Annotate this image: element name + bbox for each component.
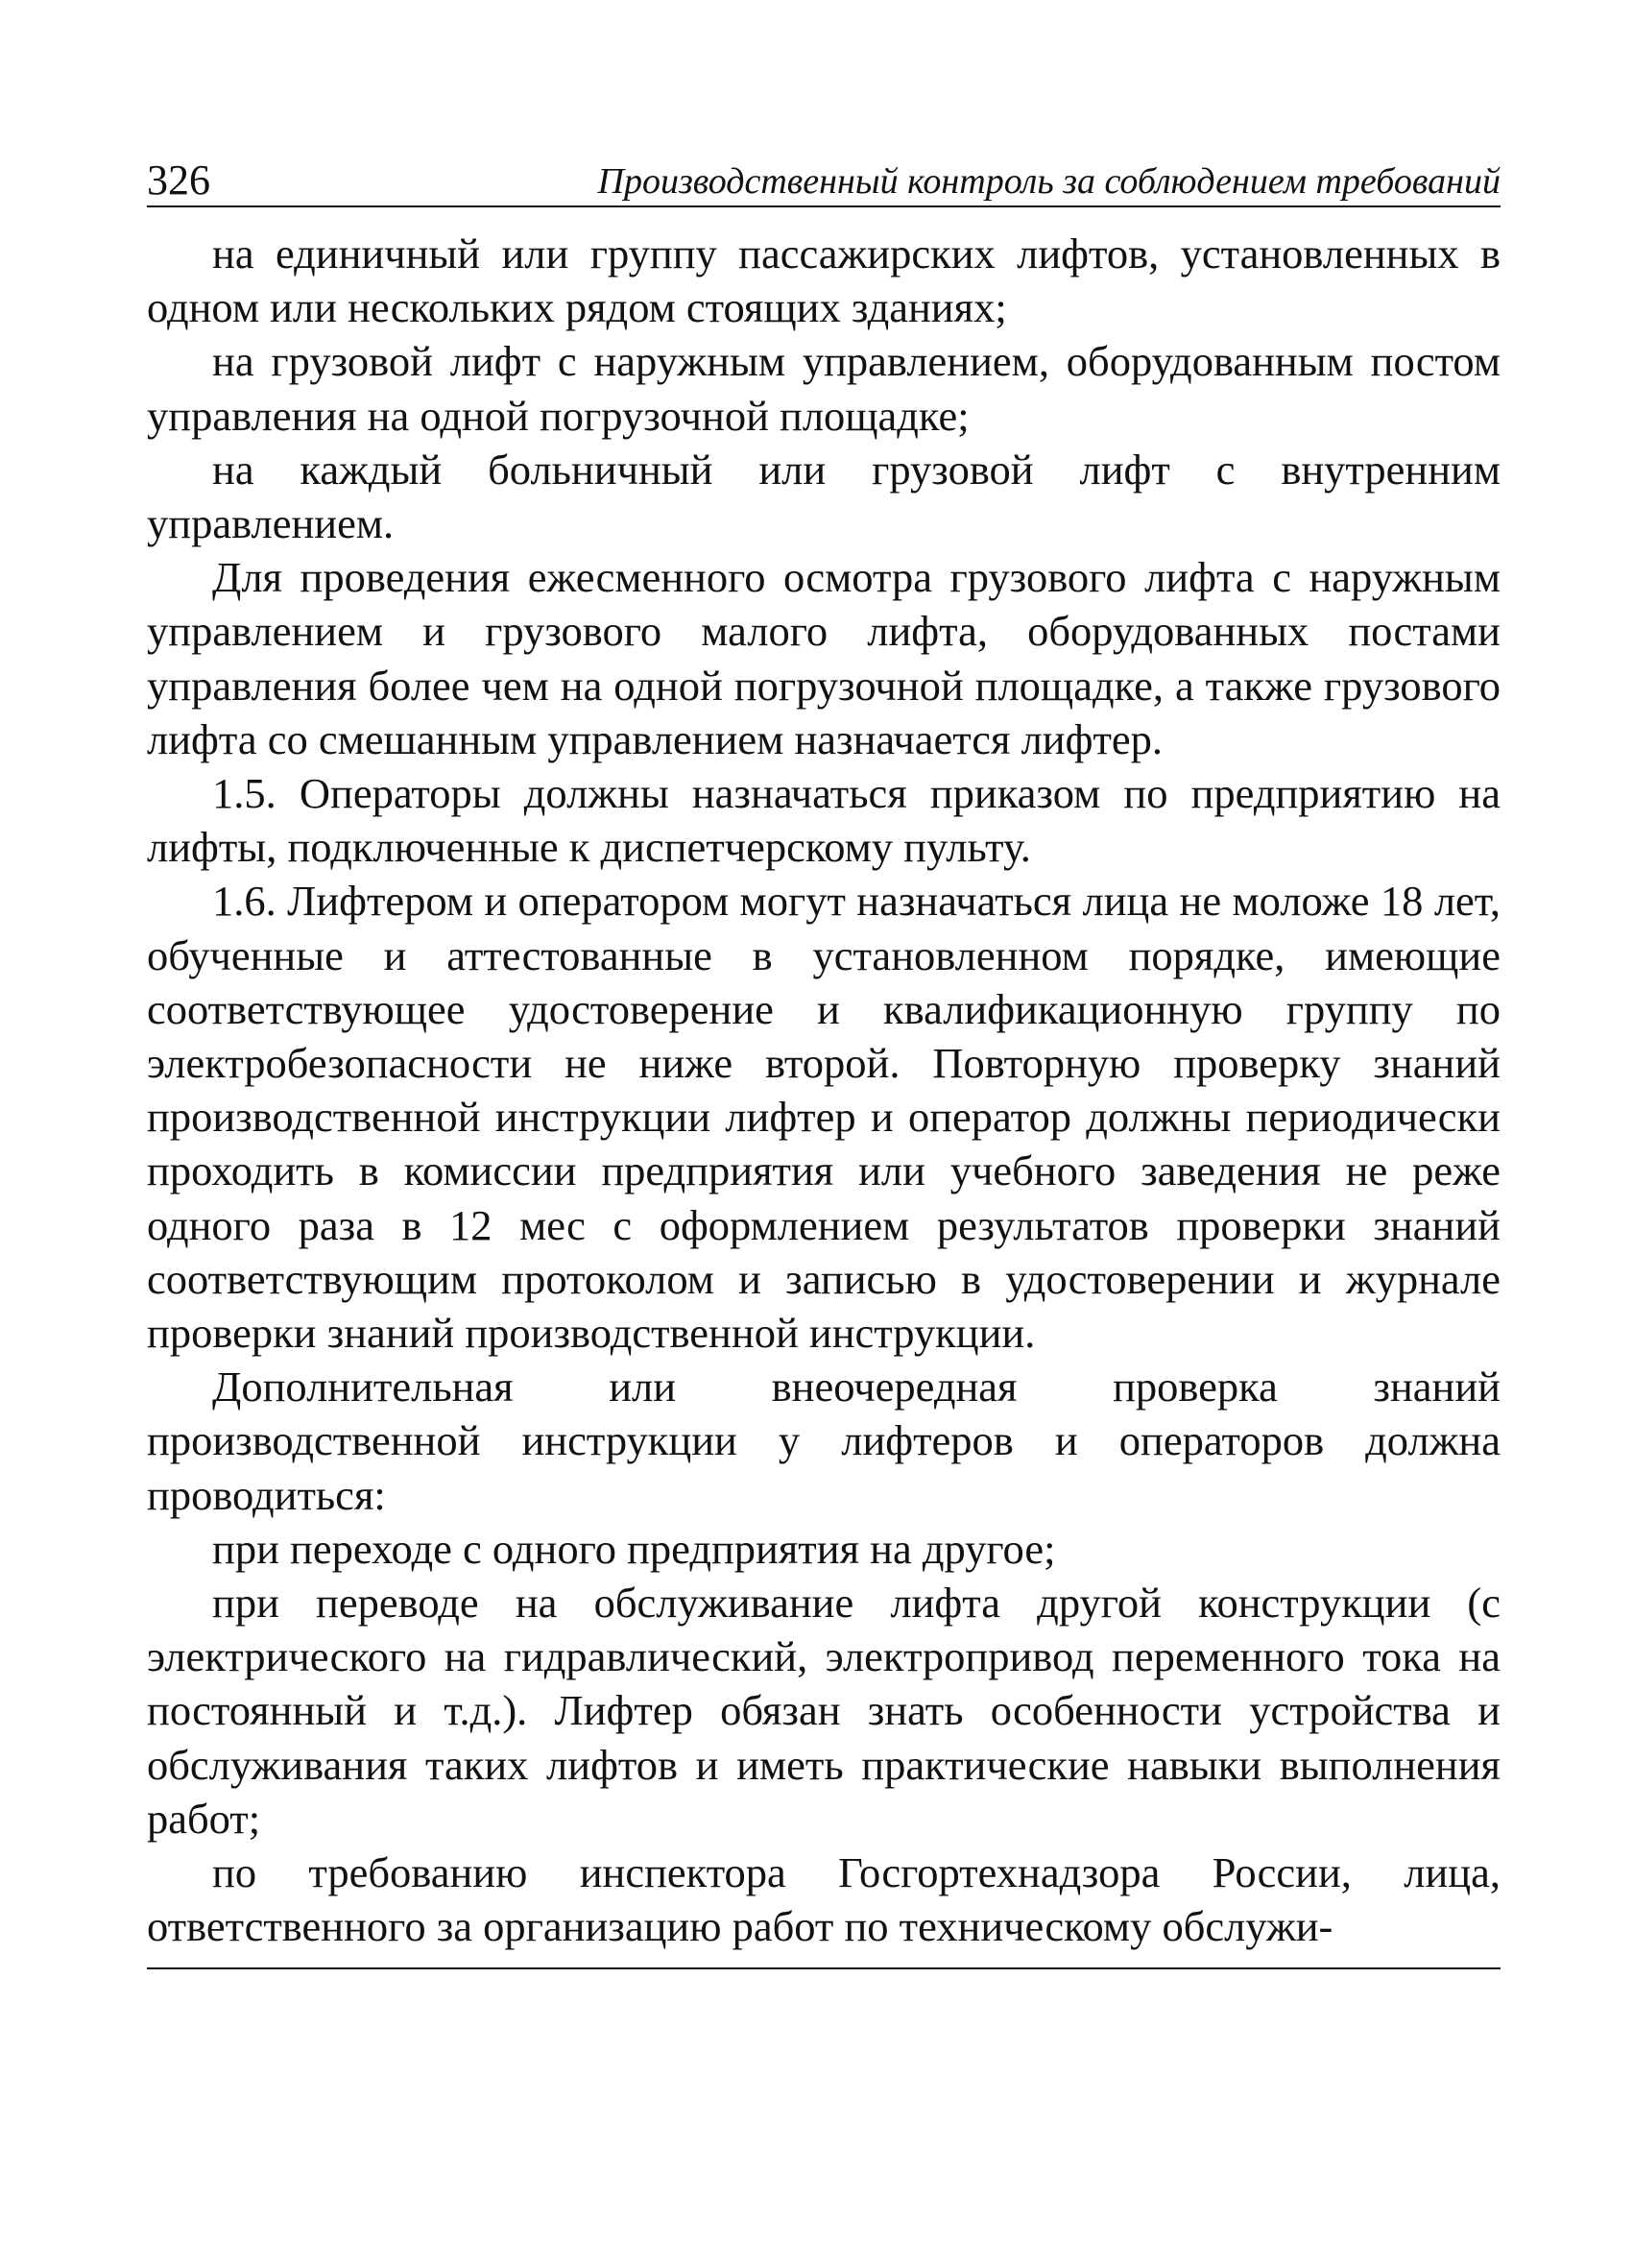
paragraph: на грузовой лифт с наружным управлением, оборудованным постом управления на одной погрузочной площадке; bbox=[147, 337, 1501, 440]
paragraph: при переходе с одного предприятия на другое; bbox=[212, 1524, 1056, 1573]
paragraph: 1.6. Лифтером и оператором могут назначаться лица не моложе 18 лет, обученные и аттестованные в установленном порядке, имеющие соответствующее удостоверение и квалификационную группу по электробезопасности не ниже второй. Повторную проверку знаний производственной инструкции лифтер и оператор должны периодически проходить в комиссии предприятия или учебного заведения не реже одного раза в 12 мес с оформлением результатов проверки знаний соответствующим протоколом и записью в удостоверении и журнале проверки знаний производственной инструкции. bbox=[147, 877, 1501, 1358]
paragraph: Для проведения ежесменного осмотра грузового лифта с наружным управлением и грузового малого лифта, оборудованных постами управления более чем на одной погрузочной площадке, а также грузового лифта со смешанным управлением назначается лифтер. bbox=[147, 553, 1501, 763]
bottom-rule bbox=[147, 1967, 1501, 1969]
running-head bbox=[147, 144, 1501, 207]
book-page bbox=[147, 144, 1501, 1969]
paragraph: на единичный или группу пассажирских лифтов, установленных в одном или нескольких рядом стоящих зданиях; bbox=[147, 229, 1501, 332]
paragraph: 1.5. Операторы должны назначаться приказом по предприятию на лифты, подключенные к диспетчерскому пульту. bbox=[147, 769, 1501, 872]
body-text bbox=[147, 227, 1501, 1954]
paragraph: по требованию инспектора Госгортехнадзора России, лица, ответственного за организацию работ по техническому обслужи- bbox=[147, 1848, 1501, 1951]
paragraph: при переводе на обслуживание лифта другой конструкции (с электрического на гидравлический, электропривод переменного тока на постоянный и т.д.). Лифтер обязан знать особенности устройства и обслуживания таких лифтов и иметь практические навыки выполнения работ; bbox=[147, 1579, 1501, 1843]
paragraph: на каждый больничный или грузовой лифт с внутренним управлением. bbox=[147, 445, 1501, 548]
paragraph: Дополнительная или внеочередная проверка знаний производственной инструкции у лифтеров и операторов должна проводиться: bbox=[147, 1363, 1501, 1519]
page-number: 326 bbox=[147, 157, 210, 204]
running-title: Производственный контроль за соблюдением требований bbox=[597, 161, 1501, 202]
